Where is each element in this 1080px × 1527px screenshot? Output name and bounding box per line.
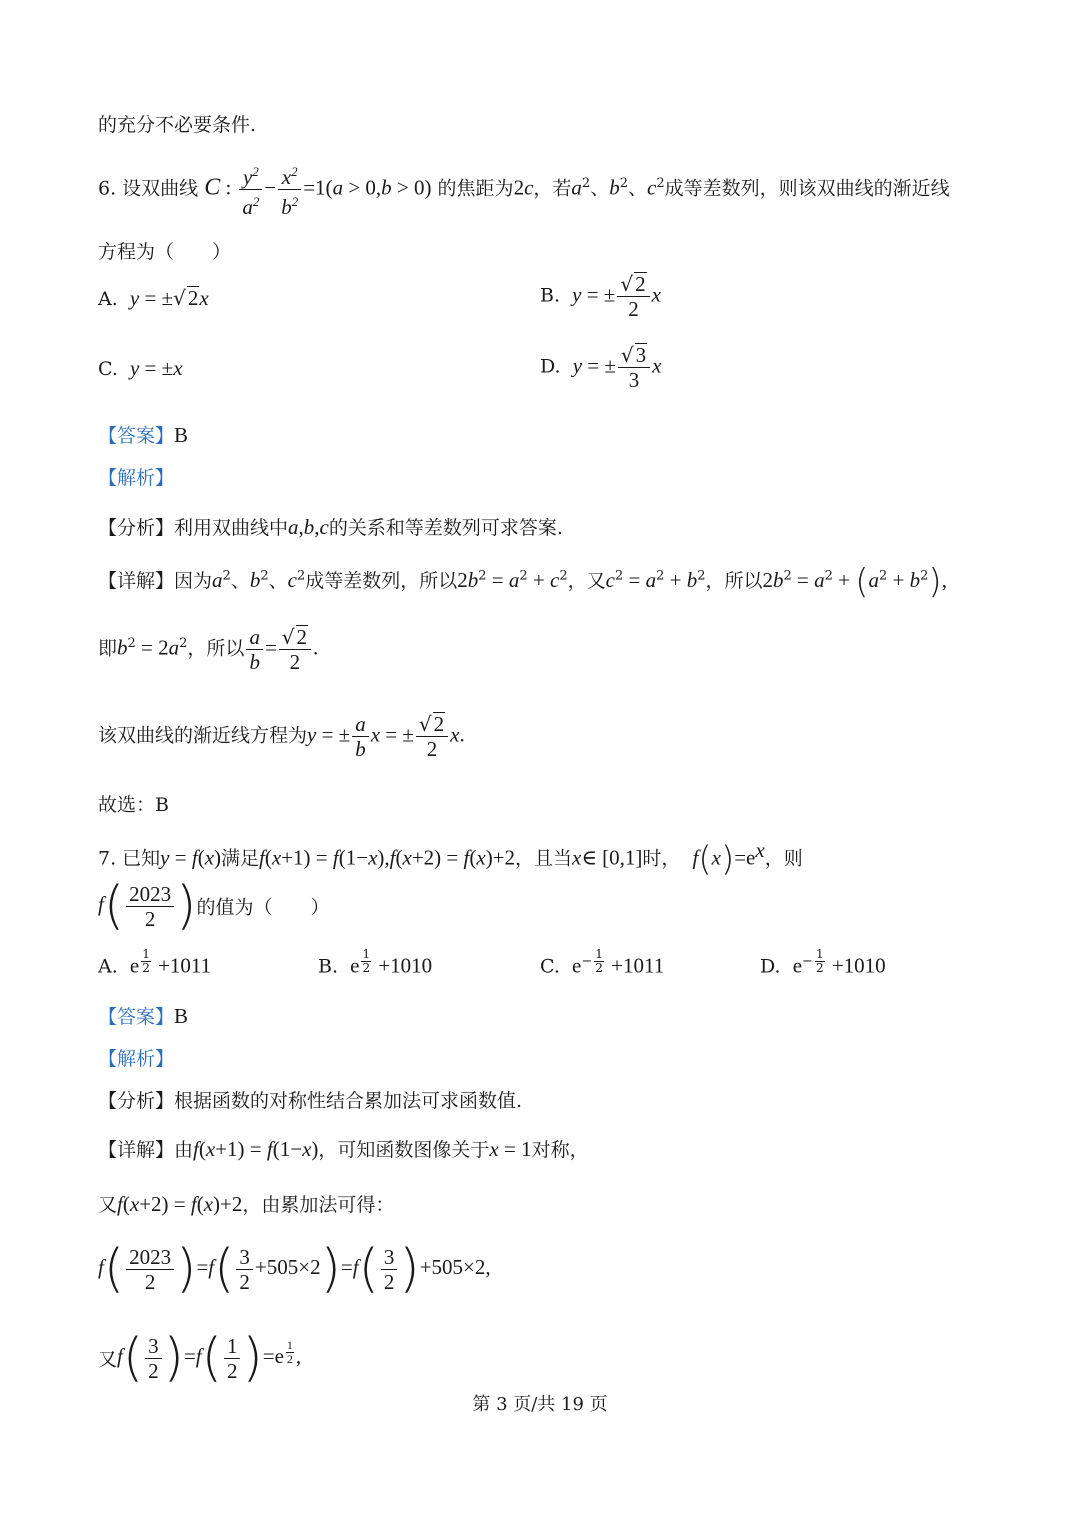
q7-answer: 【答案】B	[98, 1004, 189, 1028]
question-6-stem: 6. 设双曲线 C : $\frac{y^2}{a^2}$ − $\frac{x^2}{b^2}$ =1(a > 0,b > 0) 的焦距为2c，若$a^2$、$b^2$、$c^2$成等差数列，则该双曲线的渐近线	[98, 160, 950, 219]
q6-asymptote: 该双曲线的渐近线方程为y = ± $\frac{a}{b}$ x = ± $\frac{√2}{2}$ x.	[98, 712, 465, 761]
q7-fenxi: 【分析】根据函数的对称性结合累加法可求函数值.	[98, 1090, 523, 1112]
question-6-stem-cont: 方程为（ ）	[98, 241, 232, 263]
q6-option-c: C. y = ±x	[98, 356, 183, 380]
q6-xiangjie-2: 即$b^2 = 2a^2$，所以 $\frac{a}{b}$ = $\frac{√2}{2}$ .	[98, 625, 319, 674]
q6-fenxi: 【分析】利用双曲线中a,b,c的关系和等差数列可求答案.	[98, 515, 563, 539]
q6-xiangjie: 【详解】因为$a^2$、$b^2$、$c^2$成等差数列，所以$2b^2 = a^2 + c^2$，又$c^2 = a^2 + b^2$，所以$2b^2 = a^2 + (a^2 + b^2)$,	[98, 562, 947, 602]
q7-option-b: B. e $^{\frac{1}{2}}$ +1010	[318, 947, 433, 978]
q6-jiexi: 【解析】	[98, 467, 175, 489]
q6-answer: 【答案】B	[98, 423, 189, 447]
question-7-stem: 7. 已知y = f(x)满足f(x+1) = f(1−x),f(x+2) = f(x)+2，且当x∈ [0,1]时， $f(x)=e^x$，则	[98, 838, 803, 880]
q7-option-d: D. $e^{- \frac{1}{2}}$ +1010	[760, 947, 886, 978]
q7-xiangjie: 【详解】由f(x+1) = f(1−x)，可知函数图像关于x = 1对称，	[98, 1137, 589, 1161]
q7-equation: f( $\frac{2023}{2}$ )=f( $\frac{3}{2}$ +505×2)=f( $\frac{3}{2}$ )+505×2,	[98, 1239, 491, 1299]
q6-guxuan: 故选：B	[98, 794, 169, 816]
q6-option-a: A. y = ±√2x	[98, 286, 209, 310]
q6-option-b: B. y = ± $\frac{√2}{2}$ x	[540, 272, 661, 321]
q7-jiexi: 【解析】	[98, 1048, 175, 1070]
q7-option-c: C. $e^{- \frac{1}{2}}$ +1011	[540, 947, 665, 978]
q7-xiangjie-2: 又f(x+2) = f(x)+2，由累加法可得：	[98, 1192, 395, 1216]
question-7-stem-cont: f( $\frac{2023}{2}$ )的值为（ ）	[98, 876, 330, 936]
page-footer: 第 3 页/共 19 页	[472, 1394, 608, 1415]
q7-option-a: A. e $^{\frac{1}{2}}$ +1011	[98, 947, 212, 978]
q6-option-d: D. y = ± $\frac{√3}{3}$ x	[540, 343, 662, 392]
text-line: 的充分不必要条件.	[98, 114, 257, 136]
q7-equation-2: 又f( $\frac{3}{2}$ )=f( $\frac{1}{2}$ )=e $^{\frac{1}{2}}$ ,	[98, 1328, 302, 1388]
